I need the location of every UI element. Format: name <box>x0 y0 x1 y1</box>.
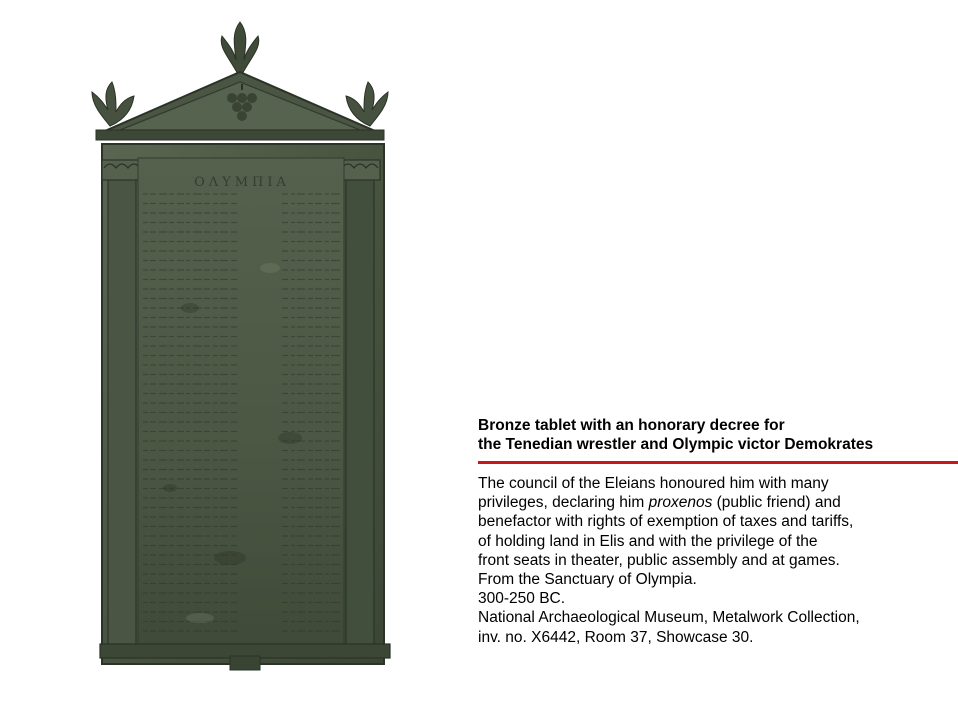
base-molding <box>100 644 390 670</box>
description-line: front seats in theater, public assembly and at games. <box>478 551 840 569</box>
inscription-heading: ΟΛΥΜΠΙΑ <box>194 175 290 190</box>
central-palmette-ornament <box>221 22 259 78</box>
caption-title-line-1: Bronze tablet with an honorary decree for <box>478 417 785 434</box>
left-pilaster <box>102 160 142 648</box>
museum-line: National Archaeological Museum, Metalwork Collection, <box>478 609 860 627</box>
inventory-line: inv. no. X6442, Room 37, Showcase 30. <box>478 628 754 646</box>
description-line: of holding land in Elis and with the privilege of the <box>478 532 818 550</box>
description-line: benefactor with rights of exemption of taxes and tariffs, <box>478 513 854 531</box>
pediment <box>96 72 384 140</box>
left-palmette-ornament <box>92 82 134 126</box>
right-palmette-ornament <box>346 82 388 126</box>
proxenos-term: proxenos <box>648 494 713 512</box>
caption-title-line-2: the Tenedian wrestler and Olympic victor Demokrates <box>478 436 874 453</box>
description-line <box>478 493 948 512</box>
red-divider-rule <box>478 461 958 464</box>
date-line: 300-250 BC. <box>478 590 566 608</box>
description-line: The council of the Eleians honoured him with many <box>478 475 829 492</box>
description-text: (public friend) and <box>712 494 841 512</box>
provenance-line: From the Sanctuary of Olympia. <box>478 571 697 589</box>
caption-block <box>478 416 948 647</box>
caption-description <box>478 474 948 647</box>
bronze-tablet-image <box>80 18 410 688</box>
right-pilaster <box>340 160 380 648</box>
description-text: privileges, declaring him <box>478 494 649 512</box>
